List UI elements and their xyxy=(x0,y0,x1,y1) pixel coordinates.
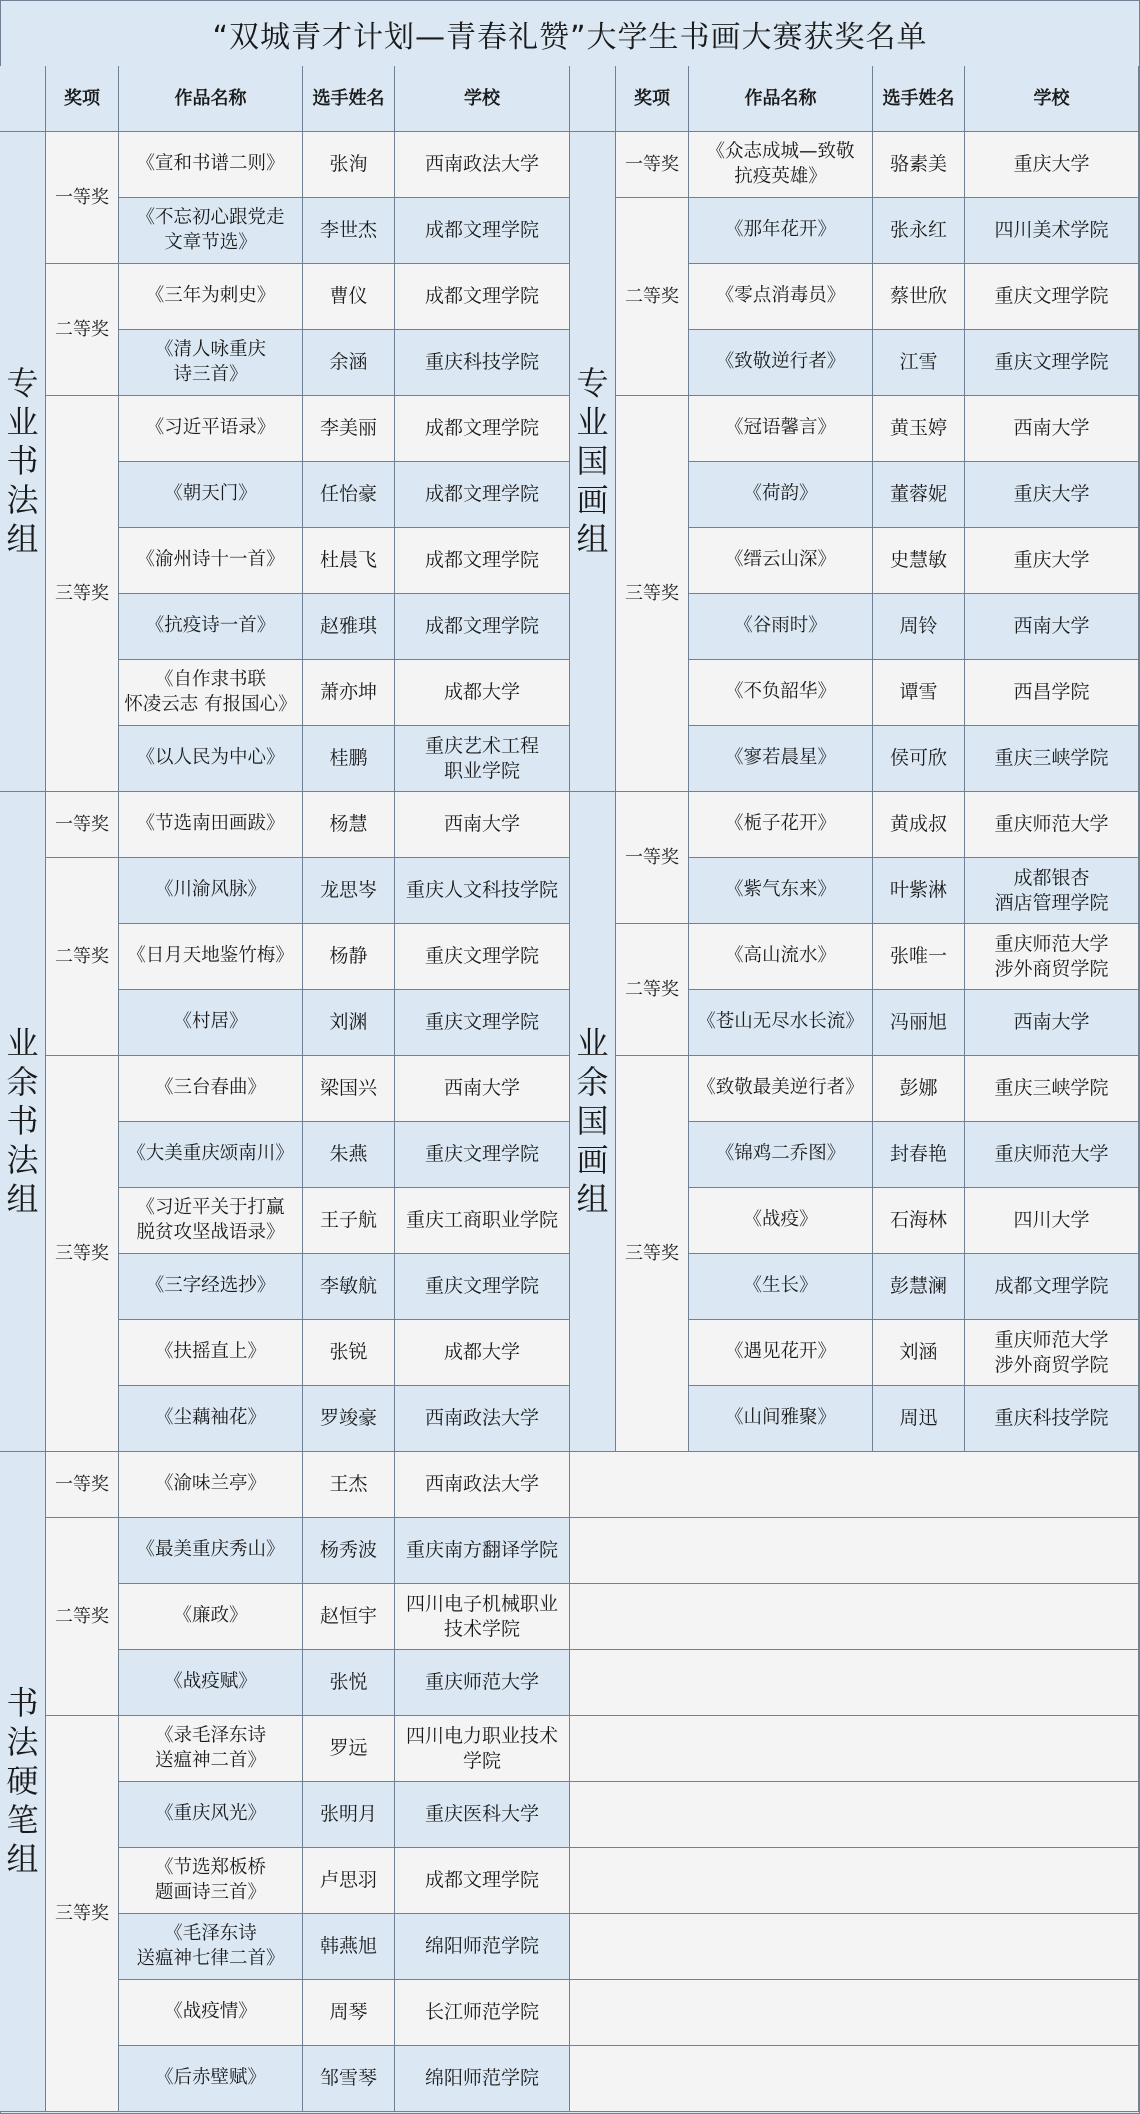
empty-cell xyxy=(570,1980,1139,2046)
page-title: “双城青才计划—青春礼赞”大学生书画大赛获奖名单 xyxy=(1,1,1139,68)
header-spacer xyxy=(0,66,46,132)
school-name: 成都文理学院 xyxy=(395,264,570,330)
school-name: 西南大学 xyxy=(965,396,1139,462)
group-label: 书 法 硬 笔 组 xyxy=(0,1452,46,2112)
group-label: 业 余 书 法 组 xyxy=(0,792,46,1452)
school-name: 绵阳师范学院 xyxy=(395,2046,570,2112)
winner-name: 张悦 xyxy=(303,1650,395,1716)
work-title: 《高山流水》 xyxy=(689,924,873,990)
winner-name: 杨静 xyxy=(303,924,395,990)
work-title: 《战疫情》 xyxy=(119,1980,303,2046)
empty-cell xyxy=(570,1584,1139,1650)
school-name: 重庆科技学院 xyxy=(965,1386,1139,1452)
header-work: 作品名称 xyxy=(689,66,873,132)
winner-name: 骆素美 xyxy=(873,132,965,198)
work-title: 《渝味兰亭》 xyxy=(119,1452,303,1518)
school-name: 西南大学 xyxy=(965,594,1139,660)
empty-cell xyxy=(570,1716,1139,1782)
school-name: 重庆三峡学院 xyxy=(965,726,1139,792)
header-name: 选手姓名 xyxy=(873,66,965,132)
work-title: 《扶摇直上》 xyxy=(119,1320,303,1386)
empty-cell xyxy=(570,1452,1139,1518)
school-name: 重庆师范大学 xyxy=(395,1650,570,1716)
work-title: 《日月天地鉴竹梅》 xyxy=(119,924,303,990)
school-name: 重庆师范大学 xyxy=(965,792,1139,858)
header-award: 奖项 xyxy=(46,66,119,132)
winner-name: 黄成叔 xyxy=(873,792,965,858)
award-label: 三等奖 xyxy=(616,1056,689,1452)
winner-name: 彭慧澜 xyxy=(873,1254,965,1320)
school-name: 重庆工商职业学院 xyxy=(395,1188,570,1254)
award-label: 二等奖 xyxy=(46,858,119,1056)
school-name: 重庆文理学院 xyxy=(395,990,570,1056)
winner-name: 叶紫淋 xyxy=(873,858,965,924)
winner-name: 朱燕 xyxy=(303,1122,395,1188)
award-label: 三等奖 xyxy=(46,1716,119,2112)
winner-name: 罗竣豪 xyxy=(303,1386,395,1452)
award-label: 三等奖 xyxy=(46,396,119,792)
work-title: 《清人咏重庆 诗三首》 xyxy=(119,330,303,396)
winner-name: 李敏航 xyxy=(303,1254,395,1320)
winner-name: 邹雪琴 xyxy=(303,2046,395,2112)
award-label: 二等奖 xyxy=(616,198,689,396)
winner-name: 彭娜 xyxy=(873,1056,965,1122)
work-title: 《不忘初心跟党走 文章节选》 xyxy=(119,198,303,264)
work-title: 《紫气东来》 xyxy=(689,858,873,924)
school-name: 四川美术学院 xyxy=(965,198,1139,264)
work-title: 《冠语馨言》 xyxy=(689,396,873,462)
winner-name: 李美丽 xyxy=(303,396,395,462)
winner-name: 李世杰 xyxy=(303,198,395,264)
school-name: 四川电子机械职业 技术学院 xyxy=(395,1584,570,1650)
winner-name: 任怡豪 xyxy=(303,462,395,528)
winner-name: 张锐 xyxy=(303,1320,395,1386)
school-name: 重庆南方翻译学院 xyxy=(395,1518,570,1584)
header-award: 奖项 xyxy=(616,66,689,132)
work-title: 《抗疫诗一首》 xyxy=(119,594,303,660)
award-label: 一等奖 xyxy=(46,1452,119,1518)
winner-name: 赵雅琪 xyxy=(303,594,395,660)
winner-name: 周琴 xyxy=(303,1980,395,2046)
award-label: 三等奖 xyxy=(46,1056,119,1452)
work-title: 《山间雅聚》 xyxy=(689,1386,873,1452)
winner-name: 史慧敏 xyxy=(873,528,965,594)
award-label: 二等奖 xyxy=(616,924,689,1056)
header-name: 选手姓名 xyxy=(303,66,395,132)
header-work: 作品名称 xyxy=(119,66,303,132)
group-label: 业 余 国 画 组 xyxy=(570,792,616,1452)
winner-name: 张洵 xyxy=(303,132,395,198)
empty-cell xyxy=(570,1650,1139,1716)
work-title: 《寥若晨星》 xyxy=(689,726,873,792)
work-title: 《最美重庆秀山》 xyxy=(119,1518,303,1584)
winner-name: 蔡世欣 xyxy=(873,264,965,330)
header-school: 学校 xyxy=(395,66,570,132)
school-name: 重庆大学 xyxy=(965,462,1139,528)
school-name: 成都文理学院 xyxy=(395,1848,570,1914)
award-label: 一等奖 xyxy=(616,792,689,924)
school-name: 重庆文理学院 xyxy=(395,1254,570,1320)
school-name: 重庆文理学院 xyxy=(965,264,1139,330)
winner-name: 龙思岑 xyxy=(303,858,395,924)
winner-name: 桂鹏 xyxy=(303,726,395,792)
school-name: 重庆文理学院 xyxy=(965,330,1139,396)
winner-name: 曹仪 xyxy=(303,264,395,330)
work-title: 《致敬最美逆行者》 xyxy=(689,1056,873,1122)
empty-cell xyxy=(570,1518,1139,1584)
winner-name: 侯可欣 xyxy=(873,726,965,792)
work-title: 《谷雨时》 xyxy=(689,594,873,660)
award-label: 二等奖 xyxy=(46,264,119,396)
work-title: 《致敬逆行者》 xyxy=(689,330,873,396)
work-title: 《三台春曲》 xyxy=(119,1056,303,1122)
school-name: 绵阳师范学院 xyxy=(395,1914,570,1980)
school-name: 重庆文理学院 xyxy=(395,1122,570,1188)
empty-cell xyxy=(570,1914,1139,1980)
school-name: 西昌学院 xyxy=(965,660,1139,726)
empty-cell xyxy=(570,1782,1139,1848)
winner-name: 王子航 xyxy=(303,1188,395,1254)
work-title: 《重庆风光》 xyxy=(119,1782,303,1848)
work-title: 《村居》 xyxy=(119,990,303,1056)
winner-name: 杜晨飞 xyxy=(303,528,395,594)
school-name: 重庆文理学院 xyxy=(395,924,570,990)
school-name: 成都大学 xyxy=(395,1320,570,1386)
work-title: 《不负韶华》 xyxy=(689,660,873,726)
work-title: 《三年为刺史》 xyxy=(119,264,303,330)
school-name: 成都文理学院 xyxy=(395,396,570,462)
winner-name: 萧亦坤 xyxy=(303,660,395,726)
work-title: 《宣和书谱二则》 xyxy=(119,132,303,198)
school-name: 成都文理学院 xyxy=(395,528,570,594)
work-title: 《栀子花开》 xyxy=(689,792,873,858)
work-title: 《朝天门》 xyxy=(119,462,303,528)
winner-name: 罗远 xyxy=(303,1716,395,1782)
work-title: 《川渝风脉》 xyxy=(119,858,303,924)
winner-name: 杨秀波 xyxy=(303,1518,395,1584)
winner-name: 张永红 xyxy=(873,198,965,264)
work-title: 《三字经选抄》 xyxy=(119,1254,303,1320)
school-name: 重庆师范大学 涉外商贸学院 xyxy=(965,1320,1139,1386)
winner-name: 张明月 xyxy=(303,1782,395,1848)
award-label: 一等奖 xyxy=(46,792,119,858)
school-name: 成都文理学院 xyxy=(965,1254,1139,1320)
winner-name: 谭雪 xyxy=(873,660,965,726)
winner-name: 刘渊 xyxy=(303,990,395,1056)
school-name: 重庆科技学院 xyxy=(395,330,570,396)
award-label: 一等奖 xyxy=(616,132,689,198)
school-name: 成都大学 xyxy=(395,660,570,726)
school-name: 重庆医科大学 xyxy=(395,1782,570,1848)
school-name: 西南政法大学 xyxy=(395,1386,570,1452)
header-school: 学校 xyxy=(965,66,1139,132)
winner-name: 韩燕旭 xyxy=(303,1914,395,1980)
group-label: 专 业 书 法 组 xyxy=(0,132,46,792)
winner-name: 石海林 xyxy=(873,1188,965,1254)
award-label: 一等奖 xyxy=(46,132,119,264)
school-name: 西南大学 xyxy=(395,1056,570,1122)
work-title: 《尘藕袖花》 xyxy=(119,1386,303,1452)
work-title: 《后赤壁赋》 xyxy=(119,2046,303,2112)
winner-name: 周铃 xyxy=(873,594,965,660)
work-title: 《生长》 xyxy=(689,1254,873,1320)
school-name: 西南大学 xyxy=(965,990,1139,1056)
winner-name: 赵恒宇 xyxy=(303,1584,395,1650)
winner-name: 杨慧 xyxy=(303,792,395,858)
work-title: 《大美重庆颂南川》 xyxy=(119,1122,303,1188)
winner-name: 卢思羽 xyxy=(303,1848,395,1914)
winner-name: 张唯一 xyxy=(873,924,965,990)
school-name: 成都文理学院 xyxy=(395,462,570,528)
work-title: 《渝州诗十一首》 xyxy=(119,528,303,594)
winner-name: 梁国兴 xyxy=(303,1056,395,1122)
work-title: 《廉政》 xyxy=(119,1584,303,1650)
work-title: 《荷韵》 xyxy=(689,462,873,528)
empty-cell xyxy=(570,1848,1139,1914)
school-name: 重庆大学 xyxy=(965,132,1139,198)
work-title: 《习近平语录》 xyxy=(119,396,303,462)
winner-name: 余涵 xyxy=(303,330,395,396)
winner-name: 江雪 xyxy=(873,330,965,396)
work-title: 《录毛泽东诗 送瘟神二首》 xyxy=(119,1716,303,1782)
work-title: 《锦鸡二乔图》 xyxy=(689,1122,873,1188)
work-title: 《战疫》 xyxy=(689,1188,873,1254)
award-label: 三等奖 xyxy=(616,396,689,792)
header-spacer xyxy=(570,66,616,132)
school-name: 重庆三峡学院 xyxy=(965,1056,1139,1122)
work-title: 《节选南田画跋》 xyxy=(119,792,303,858)
work-title: 《众志成城—致敬 抗疫英雄》 xyxy=(689,132,873,198)
winner-name: 刘涵 xyxy=(873,1320,965,1386)
school-name: 重庆艺术工程 职业学院 xyxy=(395,726,570,792)
winner-name: 王杰 xyxy=(303,1452,395,1518)
school-name: 重庆师范大学 xyxy=(965,1122,1139,1188)
winner-name: 周迅 xyxy=(873,1386,965,1452)
winner-name: 冯丽旭 xyxy=(873,990,965,1056)
winner-name: 黄玉婷 xyxy=(873,396,965,462)
work-title: 《战疫赋》 xyxy=(119,1650,303,1716)
work-title: 《苍山无尽水长流》 xyxy=(689,990,873,1056)
group-label: 专 业 国 画 组 xyxy=(570,132,616,792)
award-label: 二等奖 xyxy=(46,1518,119,1716)
school-name: 四川大学 xyxy=(965,1188,1139,1254)
work-title: 《那年花开》 xyxy=(689,198,873,264)
school-name: 西南大学 xyxy=(395,792,570,858)
winner-name: 董蓉妮 xyxy=(873,462,965,528)
work-title: 《缙云山深》 xyxy=(689,528,873,594)
school-name: 成都银杏 酒店管理学院 xyxy=(965,858,1139,924)
school-name: 重庆师范大学 涉外商贸学院 xyxy=(965,924,1139,990)
work-title: 《零点消毒员》 xyxy=(689,264,873,330)
work-title: 《遇见花开》 xyxy=(689,1320,873,1386)
empty-cell xyxy=(570,2046,1139,2112)
school-name: 重庆人文科技学院 xyxy=(395,858,570,924)
work-title: 《自作隶书联 怀凌云志 有报国心》 xyxy=(119,660,303,726)
school-name: 西南政法大学 xyxy=(395,132,570,198)
school-name: 四川电力职业技术 学院 xyxy=(395,1716,570,1782)
work-title: 《节选郑板桥 题画诗三首》 xyxy=(119,1848,303,1914)
work-title: 《以人民为中心》 xyxy=(119,726,303,792)
school-name: 重庆大学 xyxy=(965,528,1139,594)
work-title: 《毛泽东诗 送瘟神七律二首》 xyxy=(119,1914,303,1980)
winner-name: 封春艳 xyxy=(873,1122,965,1188)
school-name: 成都文理学院 xyxy=(395,594,570,660)
school-name: 长江师范学院 xyxy=(395,1980,570,2046)
work-title: 《习近平关于打赢 脱贫攻坚战语录》 xyxy=(119,1188,303,1254)
school-name: 西南政法大学 xyxy=(395,1452,570,1518)
school-name: 成都文理学院 xyxy=(395,198,570,264)
